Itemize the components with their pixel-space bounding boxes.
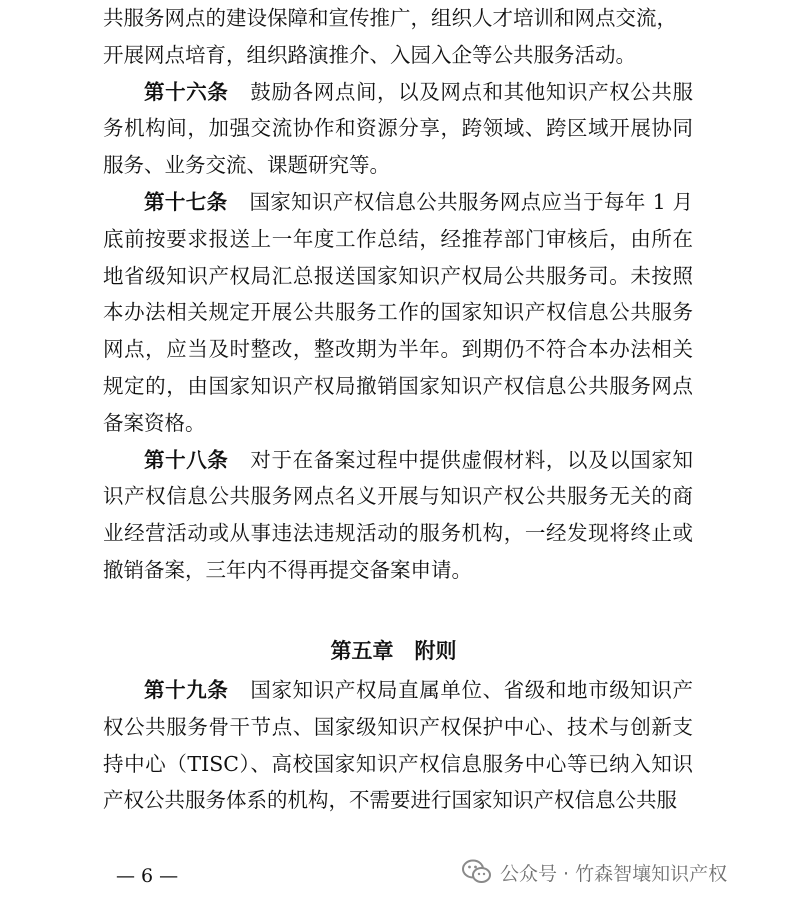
article-17-label: 第十七条 bbox=[144, 189, 228, 214]
paragraph-continuation-line-2: 开展网点培育，组织路演推介、入园入企等公共服务活动。 bbox=[103, 42, 636, 67]
article-17 bbox=[103, 184, 693, 442]
article-18 bbox=[103, 442, 693, 589]
chapter-number: 第五章 bbox=[330, 638, 394, 663]
watermark-text: 公众号 · 竹森智壤知识产权 bbox=[500, 862, 728, 885]
chapter-heading bbox=[0, 633, 787, 669]
article-16-text: 鼓励各网点间，以及网点和其他知识产权公共服务机构间，加强交流协作和资源分享，跨领域、跨区域开展协同服务、业务交流、课题研究等。 bbox=[103, 79, 694, 178]
article-19 bbox=[103, 672, 693, 819]
paragraph-continuation-line-1: 共服务网点的建设保障和宣传推广，组织人才培训和网点交流， bbox=[103, 6, 677, 30]
article-17-text: 国家知识产权信息公共服务网点应当于每年 1 月底前按要求报送上一年度工作总结，经推荐部门审核后，由所在地省级知识产权局汇总报送国家知识产权局公共服务司。未按照本办法相关规定开展公共服务工作的国家知识产权信息公共服务网点，应当及时整改，整改期为半年。到期仍不符合本办法相关规定的，由国家知识产权局撤销国家知识产权信息公共服务网点备案资格。 bbox=[103, 189, 694, 435]
page-number: — 6 — bbox=[116, 865, 179, 887]
article-19-text: 国家知识产权局直属单位、省级和地市级知识产权公共服务骨干节点、国家级知识产权保护中心、技术与创新支持中心（TISC）、高校国家知识产权信息服务中心等已纳入知识产权公共服务体系的机构，不需要进行国家知识产权信息公共服 bbox=[103, 678, 694, 813]
body-text-lower bbox=[103, 672, 693, 819]
article-16-label: 第十六条 bbox=[144, 79, 229, 104]
chapter-title: 附则 bbox=[414, 638, 457, 663]
watermark bbox=[462, 856, 727, 888]
body-text-upper bbox=[103, 0, 693, 589]
article-19-label: 第十九条 bbox=[144, 678, 229, 702]
wechat-icon bbox=[462, 859, 492, 885]
article-18-label: 第十八条 bbox=[144, 447, 229, 472]
article-18-text: 对于在备案过程中提供虚假材料，以及以国家知识产权信息公共服务网点名义开展与知识产权公共服务无关的商业经营活动或从事违法违规活动的服务机构，一经发现将终止或撤销备案，三年内不得再提交备案申请。 bbox=[103, 447, 694, 582]
article-16 bbox=[103, 74, 693, 184]
